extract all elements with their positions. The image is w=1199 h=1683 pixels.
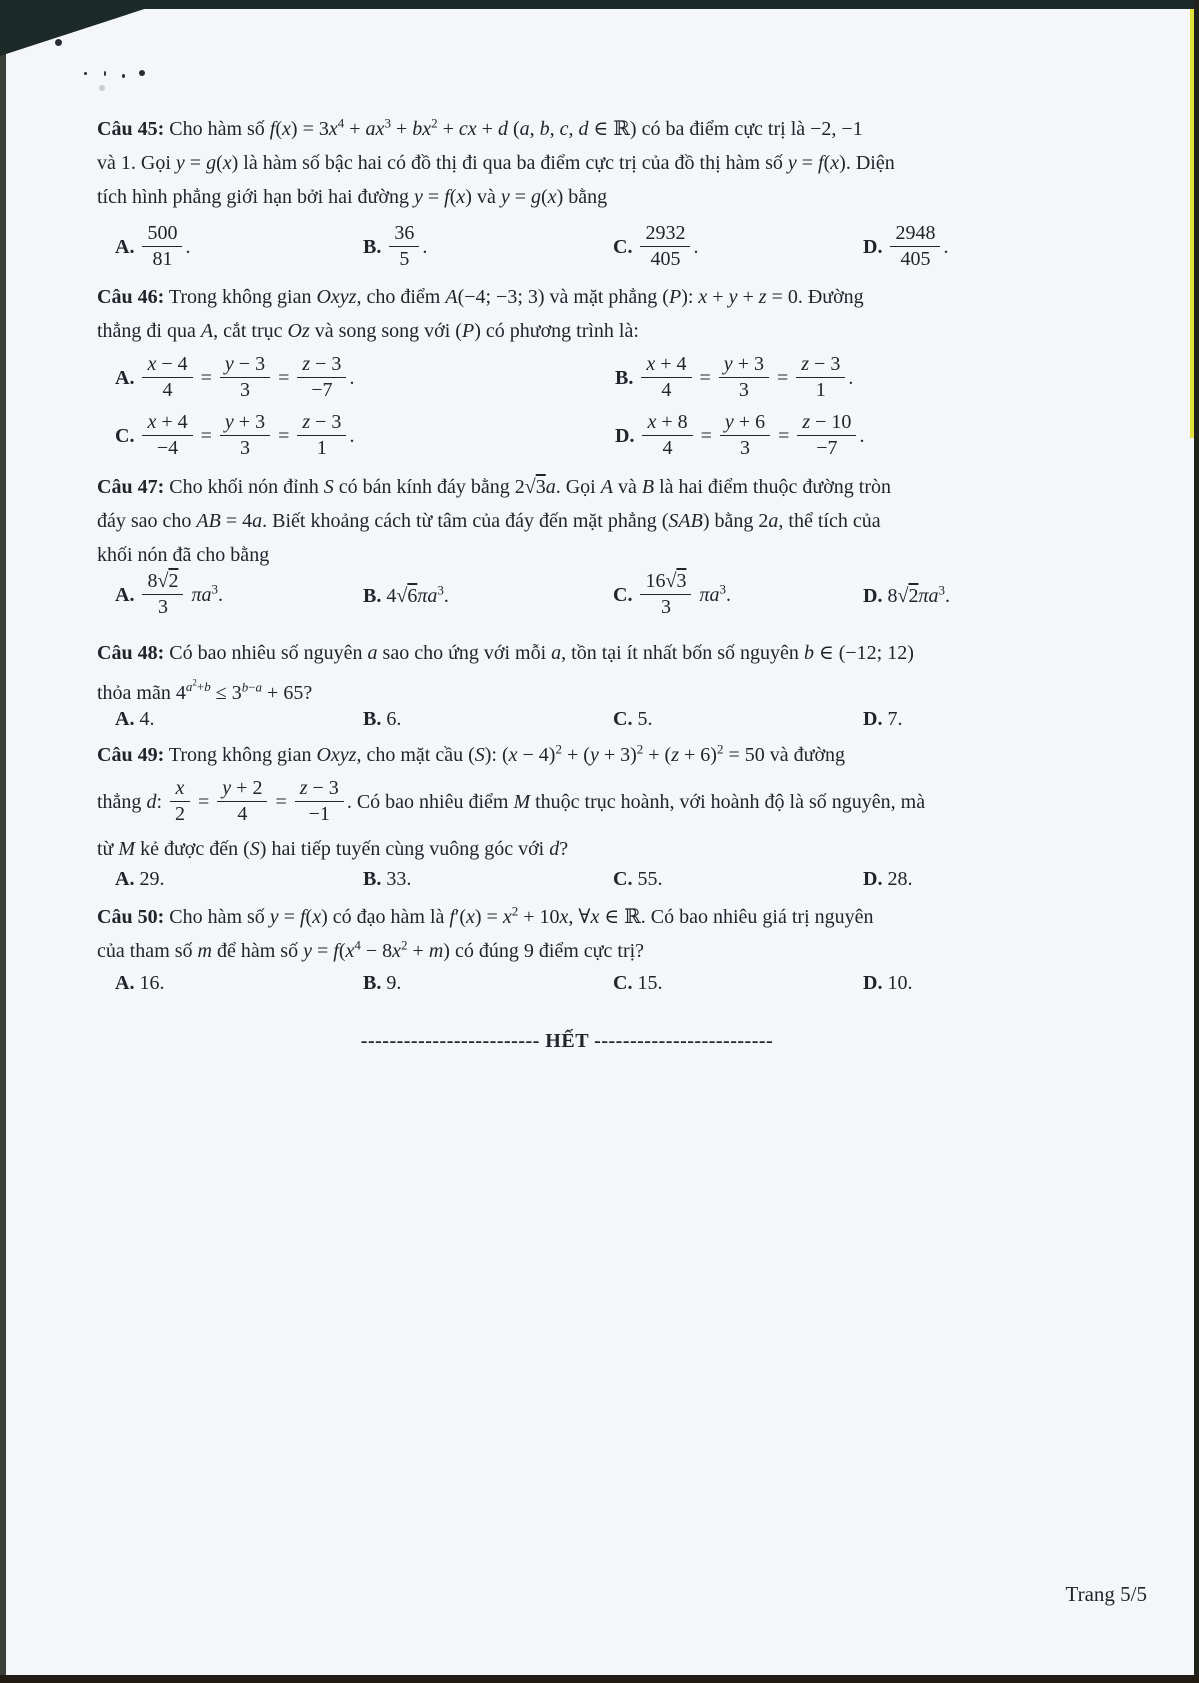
question-45-line-3: tích hình phẳng giới hạn bởi hai đường y = f(x) và y = g(x) bằng (97, 186, 608, 208)
page-number: Trang 5/5 (1065, 1582, 1147, 1606)
question-45-line-1: Câu 45: Cho hàm số $f(x) = 3x^4 + ax^3 + bx^2$ + cx + d (a, b, c, d ∈ ℝ) có ba điểm cực trị là −2, −1 (97, 115, 863, 140)
scan-edge-top (0, 0, 1199, 9)
answer-option-d: D. $\frac{x + 8}{4}$ = $\frac{y + 6}{3}$ = $\frac{z - 10}{-7}$ . (615, 410, 865, 459)
question-45-line-2: và 1. Gọi y = g(x) là hàm số bậc hai có đồ thị đi qua ba điểm cực trị của đồ thị hàm số y = f(x). Diện (97, 152, 895, 174)
question-47-answers (97, 564, 1037, 628)
question-49 (97, 738, 1037, 866)
question-47-line-3: khối nón đã cho bằng (97, 544, 270, 566)
answer-option-d: D. 7. (863, 707, 903, 730)
answer-option-a: A. 29. (115, 867, 165, 890)
question-46-answers-row-1 (97, 350, 1037, 408)
answer-option-a: A. $\frac{8√2}{3}$ $\pi a^3$. (115, 569, 223, 618)
answer-option-b: B. 9. (363, 971, 402, 994)
answer-option-d: D. 10. (863, 971, 913, 994)
question-50-answers (97, 968, 1037, 998)
answer-option-d: D. $\frac{2948}{405}$ . (863, 221, 949, 270)
scan-edge-corner (0, 0, 172, 56)
question-46-line-2: thẳng đi qua A, cắt trục Oz và song song với (P) có phương trình là: (97, 320, 639, 342)
question-46 (97, 280, 1037, 348)
answer-option-a: A. 16. (115, 971, 165, 994)
answer-option-b: B. 33. (363, 867, 412, 890)
end-of-exam-marker: ------------------------- HẾT ------------------------- (360, 1030, 774, 1052)
answer-option-c: C. 5. (613, 707, 653, 730)
question-48 (97, 636, 1037, 710)
answer-option-a: A. $\frac{x - 4}{4}$ = $\frac{y - 3}{3}$ = $\frac{z - 3}{-7}$ . (115, 352, 355, 401)
answer-option-c: C. $\frac{x + 4}{-4}$ = $\frac{y + 3}{3}$ = $\frac{z - 3}{1}$ . (115, 410, 355, 459)
answer-option-c: C. $\frac{16√3}{3}$ $\pi a^3$. (613, 569, 731, 618)
scan-edge-left (0, 0, 6, 1683)
question-46-line-1: Câu 46: Trong không gian Oxyz, cho điểm A(−4; −3; 3) và mặt phẳng (P): x + y + z = 0. Đường (97, 286, 864, 308)
question-47 (97, 470, 1037, 572)
question-48-answers (97, 704, 1037, 734)
ink-speck (84, 72, 87, 75)
answer-option-d: D. 28. (863, 867, 913, 890)
question-46-answers-row-2 (97, 408, 1037, 466)
answer-option-b: B. 6. (363, 707, 402, 730)
answer-option-c: C. 15. (613, 971, 663, 994)
question-49-line-2: thẳng d: $\frac{x}{2}$ = $\frac{y + 2}{4}$ = $\frac{z - 3}{-1}$ . Có bao nhiêu điểm M thuộc trục hoành, với hoành độ là số nguyên, mà (97, 776, 926, 825)
question-50-line-2: của tham số m để hàm số $y = f(x^4 - 8x^2 + m)$ có đúng 9 điểm cực trị? (97, 937, 645, 962)
ink-speck (104, 71, 106, 76)
answer-option-b: B. $\frac{x + 4}{4}$ = $\frac{y + 3}{3}$ = $\frac{z - 3}{1}$ . (615, 352, 854, 401)
question-50 (97, 900, 1037, 968)
answer-option-c: C. 55. (613, 867, 663, 890)
answer-option-d: D. $8√2\pi a^3$. (863, 581, 950, 607)
question-47-line-2: đáy sao cho AB = 4a. Biết khoảng cách từ tâm của đáy đến mặt phẳng (SAB) bằng 2a, thể tích của (97, 510, 881, 532)
question-49-line-1: Câu 49: Trong không gian Oxyz, cho mặt cầu (S): $(x - 4)^2 + (y + 3)^2 + (z + 6)^2 = 50$ và đường (97, 741, 846, 766)
question-49-line-3: từ M kẻ được đến (S) hai tiếp tuyến cùng vuông góc với d? (97, 838, 569, 860)
question-48-line-1: Câu 48: Có bao nhiêu số nguyên a sao cho ứng với mỗi a, tồn tại ít nhất bốn số nguyên b ∈ (−12; 12) (97, 642, 914, 664)
question-49-answers (97, 864, 1037, 894)
scan-edge-right (1194, 0, 1199, 1683)
ink-speck (139, 70, 145, 76)
question-50-line-1: Câu 50: Cho hàm số y = f(x) có đạo hàm là $f'(x) = x^2 + 10x$, ∀x ∈ ℝ. Có bao nhiêu giá trị nguyên (97, 903, 874, 928)
answer-option-a: A. 4. (115, 707, 155, 730)
question-45 (97, 112, 1037, 214)
question-45-answers (97, 216, 1037, 280)
answer-option-b: B. $\frac{36}{5}$ . (363, 221, 428, 270)
question-47-line-1: Câu 47: Cho khối nón đỉnh S có bán kính đáy bằng 2√3a. Gọi A và B là hai điểm thuộc đường tròn (97, 476, 891, 498)
answer-option-c: C. $\frac{2932}{405}$ . (613, 221, 699, 270)
ink-speck (99, 85, 105, 91)
question-48-line-2: thỏa mãn $4^{a^2+b} \le 3^{b-a} + 65$? (97, 678, 313, 704)
scan-edge-bottom (0, 1675, 1199, 1683)
answer-option-b: B. $4√6\pi a^3$. (363, 581, 449, 607)
answer-option-a: A. $\frac{500}{81}$ . (115, 221, 191, 270)
ink-speck (122, 74, 125, 78)
